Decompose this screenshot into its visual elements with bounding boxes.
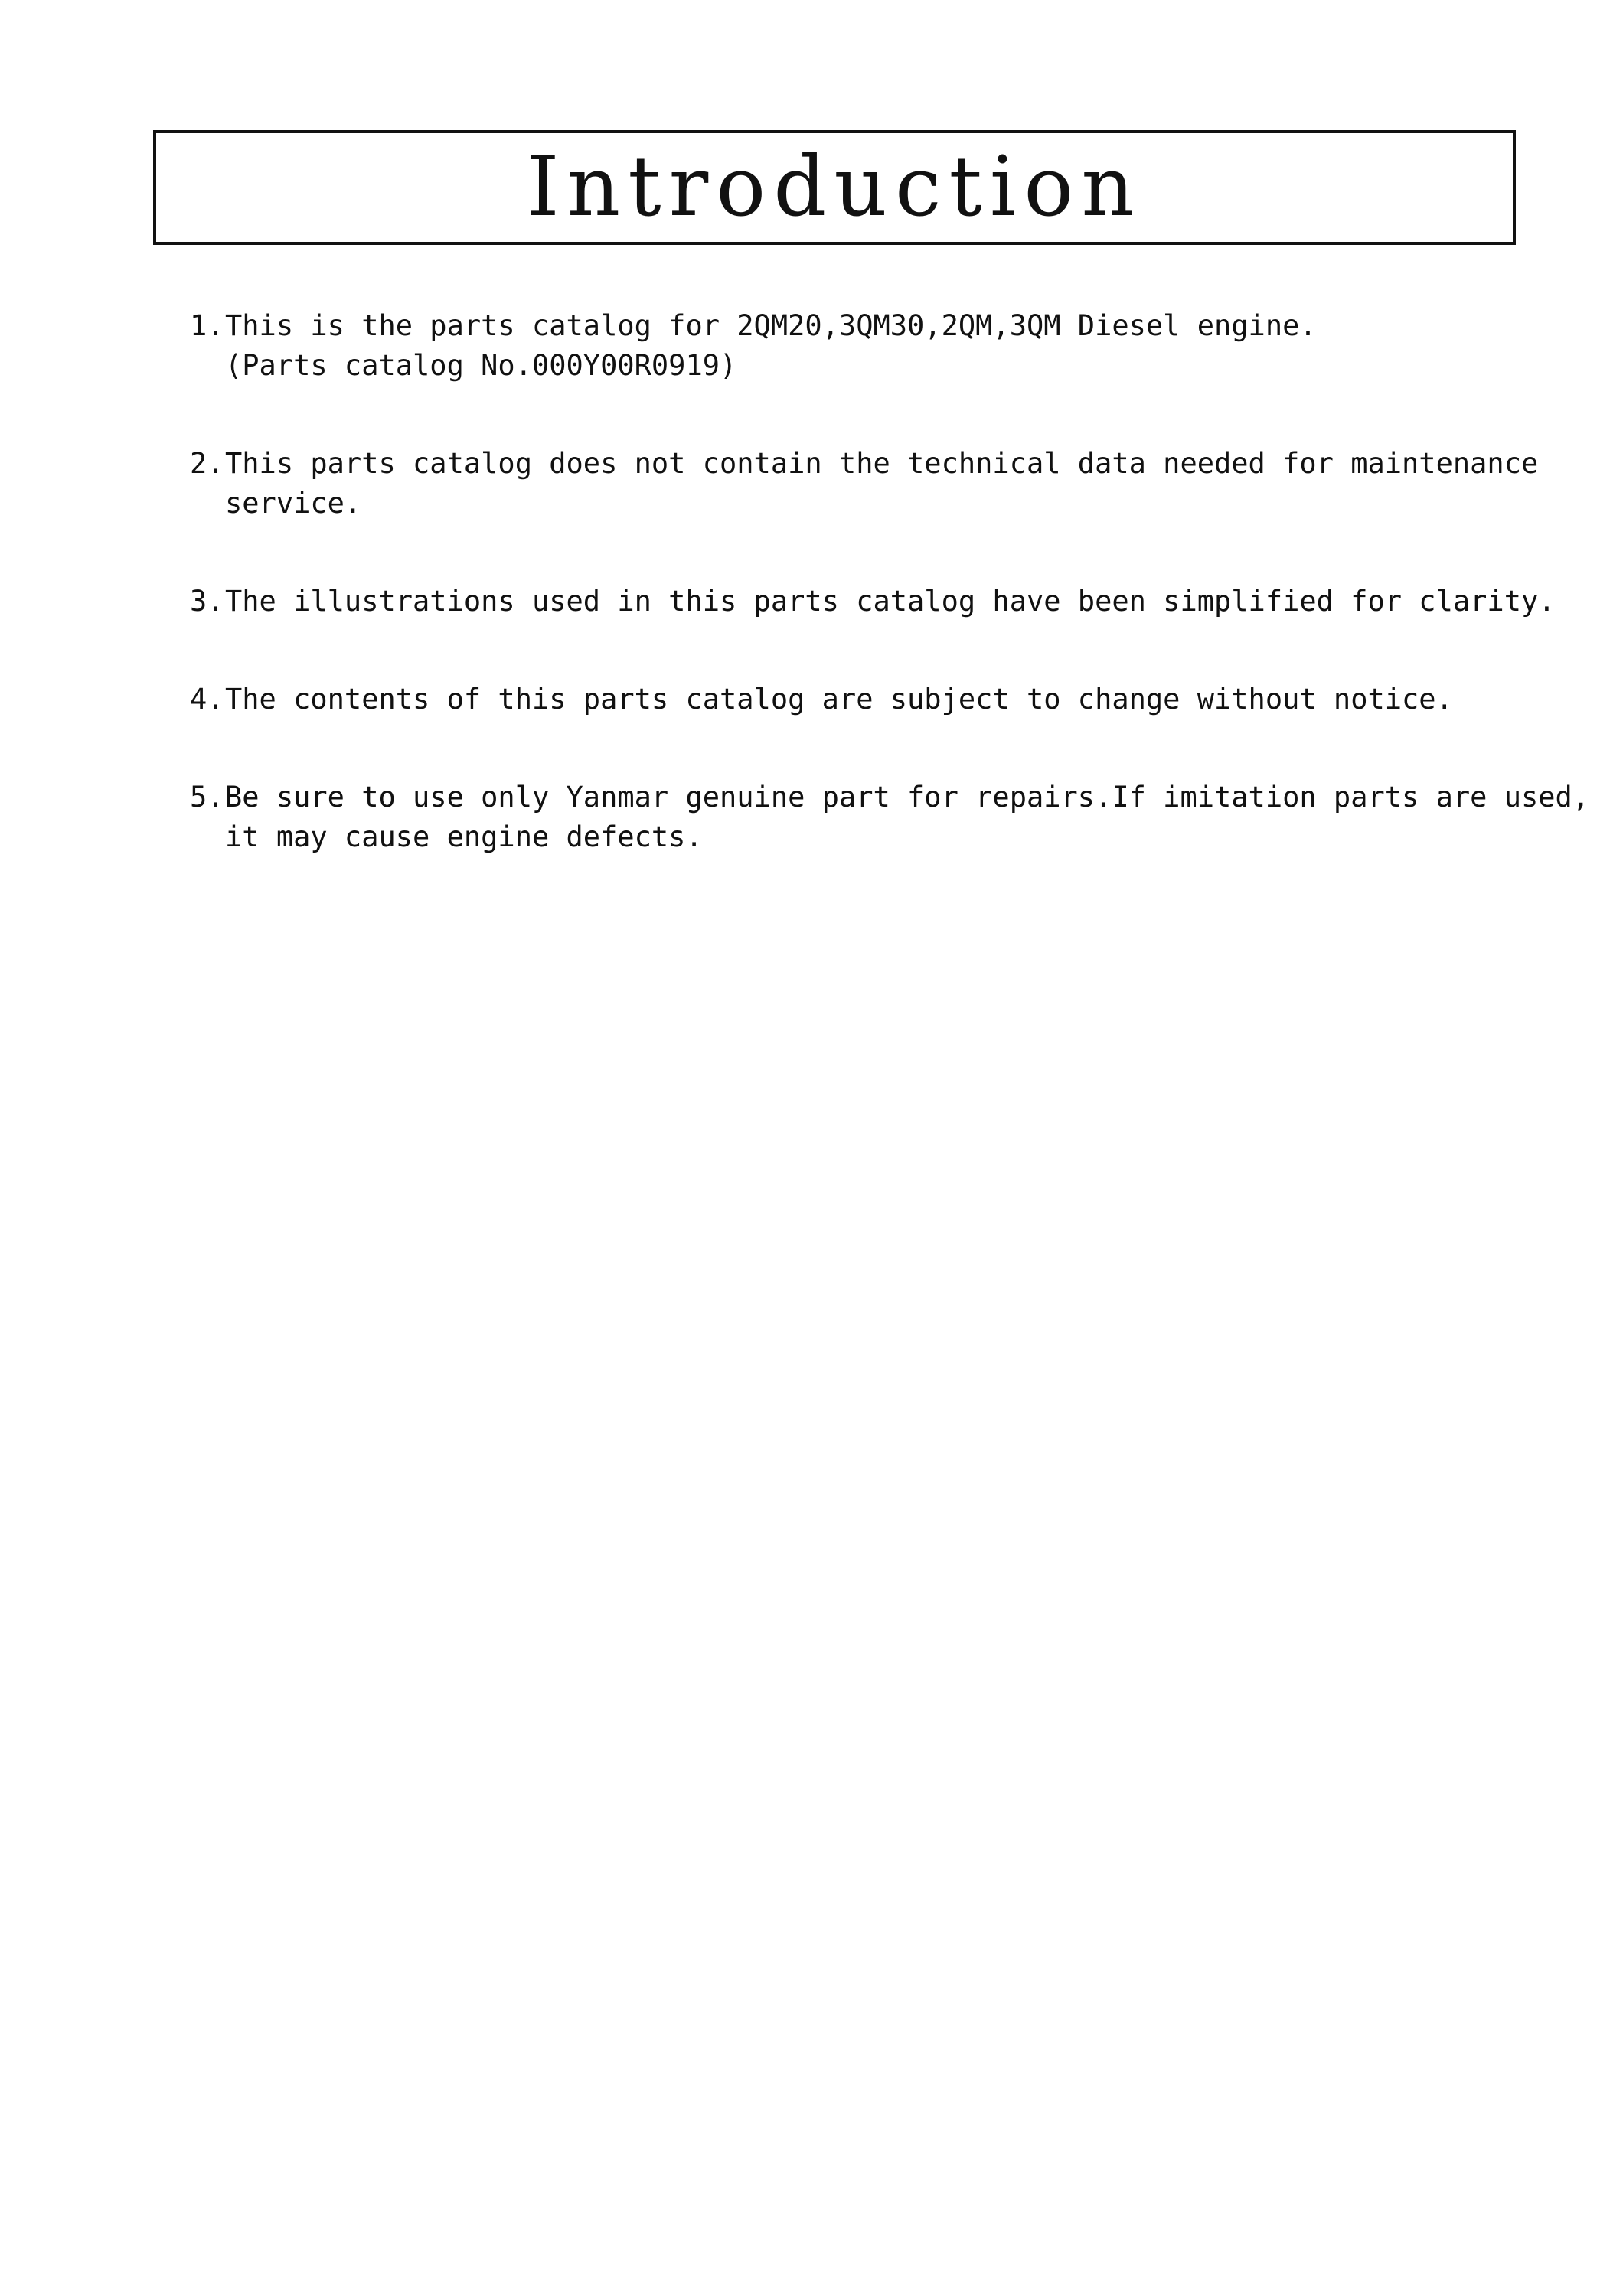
item-number: 4. (190, 683, 224, 716)
item-number: 2. (190, 447, 224, 480)
item-text-line: service. (225, 487, 362, 520)
item-text-line: (Parts catalog No.000Y00R0919) (225, 349, 737, 382)
introduction-list (190, 306, 1590, 915)
title-box (153, 130, 1516, 245)
list-item-2 (190, 444, 1568, 523)
item-text-line: Be sure to use only Yanmar genuine part for repairs.If imitation parts are used, (225, 781, 1590, 814)
item-text-line: The illustrations used in this parts catalog have been simplified for clarity. (225, 585, 1556, 618)
list-item-4 (190, 680, 1568, 719)
item-number: 5. (190, 781, 224, 814)
page-title: Introduction (527, 139, 1142, 235)
list-item-5 (190, 778, 1590, 857)
item-text-line: it may cause engine defects. (225, 820, 703, 853)
list-item-3 (190, 582, 1568, 621)
item-text-line: This parts catalog does not contain the technical data needed for maintenance (225, 447, 1539, 480)
item-text-line: This is the parts catalog for 2QM20,3QM30,2QM,3QM Diesel engine. (225, 309, 1317, 342)
list-item-1 (190, 306, 1568, 386)
item-text-line: The contents of this parts catalog are subject to change without notice. (225, 683, 1453, 716)
item-number: 1. (190, 309, 224, 342)
item-number: 3. (190, 585, 224, 618)
